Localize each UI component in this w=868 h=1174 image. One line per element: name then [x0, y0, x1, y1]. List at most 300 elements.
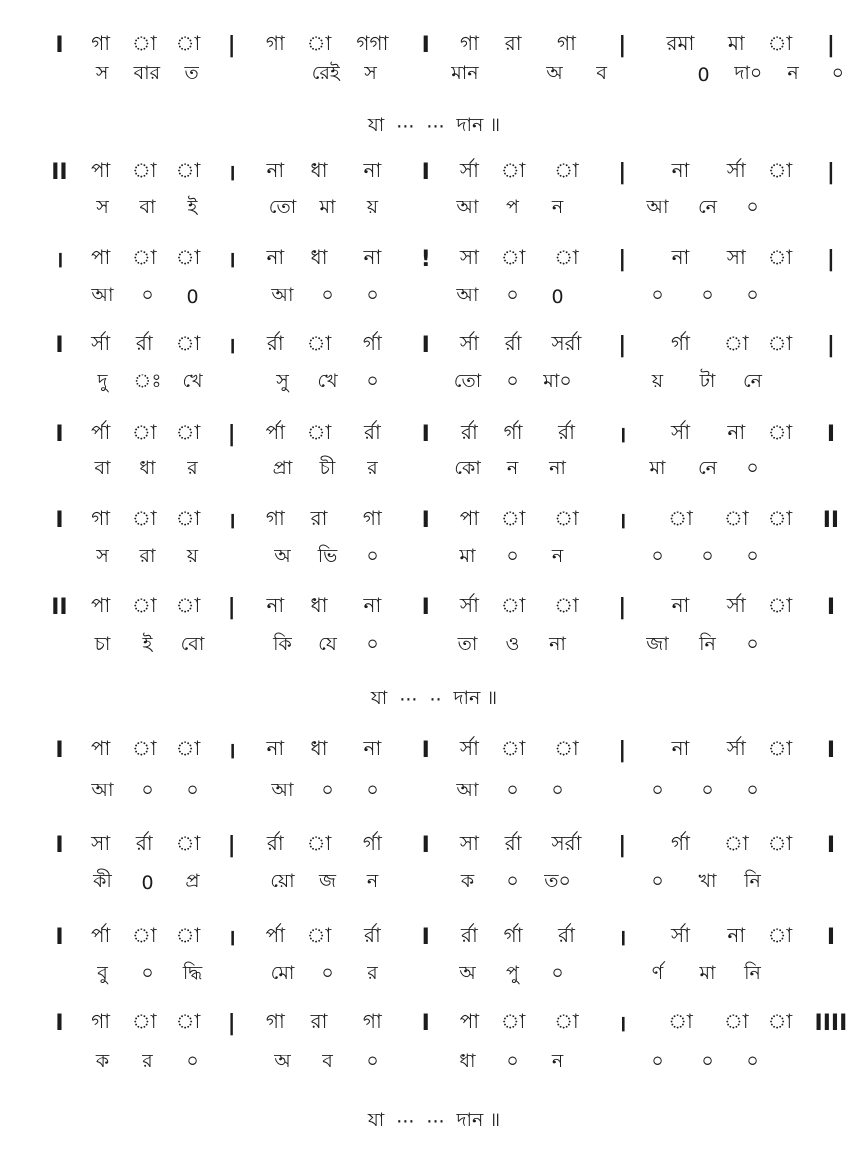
swara-note: র্গা	[503, 922, 523, 947]
lyric-syllable: নে	[742, 370, 763, 392]
swara-note: র্গা	[362, 330, 382, 355]
bar-line: I	[826, 924, 835, 950]
lyric-syllable: ও	[505, 633, 520, 655]
lyric-syllable: য়	[186, 545, 199, 567]
lyric-syllable: ক	[460, 870, 475, 892]
bar-line: I	[421, 421, 430, 447]
lyric-syllable: 0	[697, 64, 710, 86]
swara-note: না	[266, 592, 285, 617]
lyric-syllable: ০	[506, 545, 519, 567]
lyric-row	[40, 543, 860, 573]
swara-note: া	[306, 30, 332, 55]
swara-row	[40, 244, 860, 274]
lyric-syllable: ০	[701, 284, 714, 306]
refrain-dots2: ···	[426, 1111, 445, 1133]
swara-note: া	[175, 505, 201, 530]
lyric-syllable: ০	[366, 779, 379, 801]
swara-note: র্গা	[503, 419, 523, 444]
swara-note: া	[306, 419, 332, 444]
swara-note: না	[363, 157, 382, 182]
lyric-syllable: জ	[319, 870, 336, 892]
swara-note: র্সা	[91, 330, 111, 355]
lyric-syllable: আ	[456, 779, 479, 801]
swara-note: া	[175, 1008, 201, 1033]
lyric-syllable: ০	[746, 545, 759, 567]
lyric-syllable: দু	[97, 370, 108, 392]
swara-note: া	[554, 157, 579, 182]
lyric-syllable: র	[367, 457, 378, 479]
lyric-row	[40, 868, 860, 898]
lyric-syllable: আ	[456, 284, 479, 306]
lyric-syllable: আ	[646, 196, 669, 218]
lyric-syllable: ০	[651, 779, 664, 801]
swara-note: র্রা	[363, 419, 381, 444]
bar-line: !	[420, 246, 431, 272]
lyric-syllable: টা	[699, 370, 716, 392]
swara-row	[40, 922, 860, 952]
bar-line: |	[618, 737, 627, 763]
lyric-syllable: তো	[268, 196, 297, 218]
swara-note: র্সা	[726, 592, 746, 617]
swara-note: র্সা	[459, 157, 479, 182]
lyric-syllable: ০	[321, 284, 334, 306]
lyric-syllable: ন	[506, 457, 519, 479]
lyric-syllable: ০	[701, 1050, 714, 1072]
lyric-syllable: ০	[746, 196, 759, 218]
lyric-syllable: পু	[506, 962, 519, 984]
swara-note: র্পা	[90, 419, 111, 444]
swara-note: র্সা	[726, 157, 746, 182]
swara-note: র্পা	[265, 419, 286, 444]
swara-note: না	[363, 735, 382, 760]
swara-note: া	[132, 505, 157, 530]
bar-line: I	[55, 924, 64, 950]
swara-note: সা	[459, 830, 479, 855]
swara-note: া	[175, 592, 201, 617]
swara-note: া	[767, 592, 793, 617]
swara-row	[40, 592, 860, 622]
swara-note: া	[306, 330, 332, 355]
swara-note: া	[500, 1008, 526, 1033]
bar-line: |	[826, 332, 835, 358]
swara-note: া	[132, 30, 157, 55]
lyric-syllable: 0	[186, 286, 199, 308]
lyric-row	[40, 368, 860, 398]
lyric-syllable: প্র	[185, 870, 200, 892]
bar-line: I	[55, 332, 64, 358]
bar-line: ।	[227, 926, 236, 951]
swara-note: র্সা	[670, 419, 690, 444]
lyric-syllable: মা	[699, 962, 716, 984]
lyric-syllable: ন	[551, 196, 564, 218]
swara-row	[40, 30, 860, 60]
swara-note: া	[175, 830, 201, 855]
lyric-syllable: দ্ধি	[182, 962, 203, 984]
lyric-row	[40, 60, 860, 90]
lyric-syllable: র	[367, 962, 378, 984]
refrain-end: দান ॥	[453, 687, 498, 709]
refrain-start: যা	[367, 1109, 385, 1131]
lyric-syllable: ০	[551, 962, 564, 984]
swara-note: া	[175, 419, 201, 444]
swara-note: র্সা	[459, 330, 479, 355]
lyric-syllable: ০	[701, 545, 714, 567]
swara-note: না	[671, 157, 690, 182]
lyric-syllable: মা	[649, 457, 666, 479]
lyric-syllable: ব	[596, 62, 607, 84]
bar-line: |	[618, 832, 627, 858]
lyric-syllable: ০	[651, 284, 664, 306]
bar-line: |	[618, 32, 627, 58]
swara-note: গা	[265, 1008, 285, 1033]
swara-note: া	[500, 505, 526, 530]
swara-note: া	[767, 1008, 793, 1033]
swara-row	[40, 419, 860, 449]
swara-note: পা	[459, 1008, 480, 1033]
swara-note: া	[724, 830, 749, 855]
bar-line: I	[55, 507, 64, 533]
lyric-syllable: নি	[744, 870, 761, 892]
lyric-syllable: ০	[651, 545, 664, 567]
bar-line: ।	[618, 423, 627, 448]
swara-note: মা	[727, 30, 745, 55]
lyric-syllable: ক	[95, 1050, 110, 1072]
swara-note: গা	[91, 1008, 111, 1033]
swara-note: া	[724, 505, 749, 530]
swara-note: না	[727, 922, 746, 947]
lyric-syllable: ন	[551, 545, 564, 567]
lyric-syllable: ০	[831, 62, 844, 84]
bar-line: |	[227, 421, 236, 447]
lyric-syllable: য়	[651, 370, 664, 392]
lyric-syllable: স	[95, 62, 109, 84]
swara-note: া	[767, 157, 793, 182]
swara-note: া	[767, 419, 793, 444]
refrain-line	[0, 1107, 868, 1137]
lyric-syllable: ত০	[544, 870, 571, 892]
swara-note: গা	[91, 505, 111, 530]
swara-note: র্রা	[135, 830, 153, 855]
lyric-syllable: র	[187, 457, 198, 479]
swara-note: পা	[459, 505, 480, 530]
swara-row	[40, 505, 860, 535]
lyric-syllable: ০	[506, 1050, 519, 1072]
swara-note: র্সা	[726, 735, 746, 760]
bar-line: ।	[227, 161, 236, 186]
lyric-row	[40, 631, 860, 661]
swara-note: া	[767, 505, 793, 530]
bar-line: |	[618, 594, 627, 620]
bar-line: I	[826, 832, 835, 858]
lyric-syllable: ০	[746, 779, 759, 801]
swara-note: া	[767, 922, 793, 947]
lyric-syllable: ০	[551, 779, 564, 801]
bar-line: I	[421, 159, 430, 185]
lyric-syllable: ০	[321, 962, 334, 984]
swara-note: া	[554, 592, 579, 617]
bar-line: ।	[55, 248, 64, 273]
lyric-syllable: খে	[182, 370, 203, 392]
lyric-syllable: ০	[506, 870, 519, 892]
bar-line: II	[822, 507, 840, 533]
bar-line: |	[618, 246, 627, 272]
swara-note: রমা	[666, 30, 695, 55]
lyric-syllable: নি	[744, 962, 761, 984]
swara-note: া	[500, 735, 526, 760]
lyric-syllable: প	[506, 196, 519, 218]
swara-note: ধা	[310, 157, 328, 182]
swara-note: র্রা	[504, 830, 522, 855]
lyric-syllable: অ	[274, 545, 291, 567]
swara-note: র্সা	[459, 735, 479, 760]
lyric-row	[40, 282, 860, 312]
lyric-syllable: চা	[94, 633, 111, 655]
lyric-syllable: বু	[97, 962, 108, 984]
swara-note: া	[132, 922, 157, 947]
lyric-syllable: ০	[746, 633, 759, 655]
swara-note: ধা	[310, 592, 328, 617]
lyric-syllable: ই	[142, 633, 153, 655]
swara-note: গা	[557, 30, 576, 55]
swara-note: সা	[91, 830, 111, 855]
swara-note: ধা	[310, 244, 328, 269]
swara-note: া	[724, 330, 749, 355]
swara-note: রা	[310, 505, 328, 530]
bar-line: |	[826, 159, 835, 185]
swara-note: া	[668, 505, 693, 530]
lyric-syllable: আ	[271, 284, 294, 306]
swara-row	[40, 1008, 860, 1038]
lyric-syllable: অ	[546, 62, 563, 84]
swara-note: না	[266, 735, 285, 760]
swara-note: া	[500, 592, 526, 617]
lyric-syllable: ০	[366, 370, 379, 392]
bar-line: |	[618, 332, 627, 358]
swara-note: না	[363, 592, 382, 617]
lyric-syllable: বা	[94, 457, 111, 479]
lyric-syllable: তো	[453, 370, 482, 392]
swara-note: া	[132, 244, 157, 269]
swara-note: া	[175, 157, 201, 182]
lyric-row	[40, 960, 860, 990]
swara-note: র্গা	[671, 330, 690, 355]
swara-note: া	[175, 735, 201, 760]
lyric-syllable: ০	[141, 779, 154, 801]
swara-note: গা	[265, 30, 285, 55]
lyric-syllable: ন	[787, 62, 799, 84]
lyric-syllable: অ	[274, 1050, 291, 1072]
refrain-dots2: ··	[429, 689, 442, 711]
lyric-syllable: ০	[366, 633, 379, 655]
bar-line: |	[826, 32, 835, 58]
swara-note: া	[500, 244, 526, 269]
bar-line: I	[55, 1010, 64, 1036]
lyric-syllable: স	[364, 62, 377, 84]
lyric-syllable: ০	[746, 284, 759, 306]
bar-line: I	[421, 507, 430, 533]
swara-note: গা	[362, 505, 382, 530]
swara-note: র্রা	[266, 330, 284, 355]
bar-line: I	[826, 421, 835, 447]
lyric-row	[40, 1048, 860, 1078]
bar-line: ।	[618, 509, 627, 534]
lyric-syllable: নে	[697, 457, 718, 479]
lyric-syllable: ন	[551, 1050, 564, 1072]
swara-note: গা	[362, 1008, 382, 1033]
swara-note: া	[175, 244, 201, 269]
lyric-syllable: নি	[699, 633, 716, 655]
lyric-syllable: আ	[91, 779, 114, 801]
bar-line: I	[55, 832, 64, 858]
swara-note: া	[668, 1008, 693, 1033]
refrain-line	[0, 112, 868, 142]
lyric-syllable: অ	[459, 962, 476, 984]
lyric-row	[40, 194, 860, 224]
swara-note: র্রা	[504, 330, 522, 355]
refrain-end: দান ॥	[456, 114, 501, 136]
swara-note: া	[767, 735, 793, 760]
swara-note: া	[175, 330, 201, 355]
swara-note: া	[306, 922, 332, 947]
bar-line: ।	[227, 334, 236, 359]
lyric-syllable: কো	[454, 457, 481, 479]
refrain-dots1: ···	[399, 689, 418, 711]
bar-line: II	[51, 594, 68, 620]
bar-line: ।	[618, 926, 627, 951]
swara-note: পা	[90, 735, 111, 760]
lyric-syllable: স	[96, 196, 109, 218]
lyric-syllable: ০	[506, 284, 519, 306]
swara-row	[40, 330, 860, 360]
bar-line: I	[55, 421, 64, 447]
bar-line: I	[421, 832, 430, 858]
lyric-syllable: 0	[551, 286, 564, 308]
bar-line: I	[421, 594, 430, 620]
lyric-syllable: ০	[366, 1050, 379, 1072]
lyric-syllable: ব	[322, 1050, 333, 1072]
bar-line: |	[227, 1010, 236, 1036]
swara-note: র্সা	[459, 592, 479, 617]
swara-note: া	[132, 735, 157, 760]
swara-row	[40, 157, 860, 187]
lyric-syllable: র	[142, 1050, 153, 1072]
bar-line: ।	[227, 248, 236, 273]
refrain-start: যা	[370, 687, 388, 709]
lyric-syllable: ০	[366, 545, 379, 567]
lyric-syllable: বার	[133, 62, 161, 84]
lyric-syllable: চী	[319, 457, 336, 479]
swara-note: র্পা	[265, 922, 286, 947]
lyric-syllable: কী	[93, 870, 112, 892]
lyric-syllable: নে	[697, 196, 718, 218]
lyric-syllable: খে	[317, 370, 338, 392]
bar-line: I	[55, 737, 64, 763]
lyric-syllable: প্রা	[272, 457, 293, 479]
lyric-syllable: দা০	[734, 62, 763, 84]
swara-note: না	[671, 592, 690, 617]
swara-note: া	[554, 244, 579, 269]
swara-note: া	[132, 157, 157, 182]
bar-line: I	[421, 1010, 430, 1036]
swara-note: র্রা	[135, 330, 153, 355]
lyric-syllable: তা	[457, 633, 478, 655]
lyric-syllable: র্ণ	[651, 962, 664, 984]
lyric-syllable: ভি	[317, 545, 338, 567]
swara-note: র্রা	[461, 419, 478, 444]
swara-note: পা	[90, 157, 111, 182]
swara-note: সর্রা	[551, 830, 582, 855]
lyric-syllable: ০	[651, 870, 664, 892]
lyric-syllable: ধা	[139, 457, 156, 479]
swara-note: না	[727, 419, 746, 444]
swara-note: র্সা	[670, 922, 690, 947]
lyric-syllable: খা	[698, 870, 717, 892]
refrain-dots2: ···	[426, 116, 445, 138]
swara-note: না	[363, 244, 382, 269]
swara-note: না	[266, 157, 285, 182]
swara-note: া	[175, 922, 201, 947]
swara-note: া	[554, 735, 579, 760]
lyric-syllable: না	[549, 633, 566, 655]
swara-note: গা	[91, 30, 111, 55]
lyric-syllable: আ	[456, 196, 479, 218]
lyric-syllable: আ	[91, 284, 114, 306]
swara-note: া	[554, 1008, 579, 1033]
swara-note: গা	[459, 30, 479, 55]
bar-line: |	[227, 32, 236, 58]
lyric-syllable: ০	[746, 1050, 759, 1072]
swara-note: া	[767, 830, 793, 855]
lyric-syllable: স	[96, 545, 109, 567]
lyric-syllable: কি	[273, 633, 292, 655]
swara-note: র্রা	[363, 922, 381, 947]
lyric-syllable: ০	[141, 962, 154, 984]
swara-row	[40, 735, 860, 765]
bar-line: ।	[618, 1012, 627, 1037]
lyric-syllable: মা	[319, 196, 336, 218]
bar-line: ।	[227, 509, 236, 534]
lyric-syllable: য়ো	[270, 870, 295, 892]
swara-note: র্গা	[671, 830, 690, 855]
swara-note: গগা	[356, 30, 389, 55]
swara-note: না	[671, 244, 690, 269]
bar-line: I	[421, 924, 430, 950]
lyric-syllable: জা	[646, 633, 669, 655]
swara-note: সা	[459, 244, 479, 269]
bar-line: |	[227, 594, 236, 620]
lyric-syllable: ০	[321, 779, 334, 801]
bar-line: II	[51, 159, 68, 185]
swara-note: র্রা	[558, 922, 575, 947]
lyric-syllable: মো	[270, 962, 295, 984]
swara-note: সা	[726, 244, 746, 269]
swara-note: র্পা	[90, 922, 111, 947]
lyric-syllable: ০	[141, 284, 154, 306]
lyric-syllable: রেই	[311, 62, 340, 84]
lyric-syllable: 0	[141, 872, 154, 894]
swara-note: া	[767, 30, 793, 55]
lyric-syllable: য়	[366, 196, 379, 218]
swara-note: পা	[90, 592, 111, 617]
lyric-syllable: মা০	[543, 370, 572, 392]
swara-row	[40, 830, 860, 860]
lyric-syllable: যে	[318, 633, 337, 655]
swara-note: র্রা	[266, 830, 284, 855]
bar-line: |	[227, 832, 236, 858]
swara-note: া	[767, 244, 793, 269]
lyric-syllable: বা	[139, 196, 156, 218]
swara-note: র্গা	[362, 830, 382, 855]
